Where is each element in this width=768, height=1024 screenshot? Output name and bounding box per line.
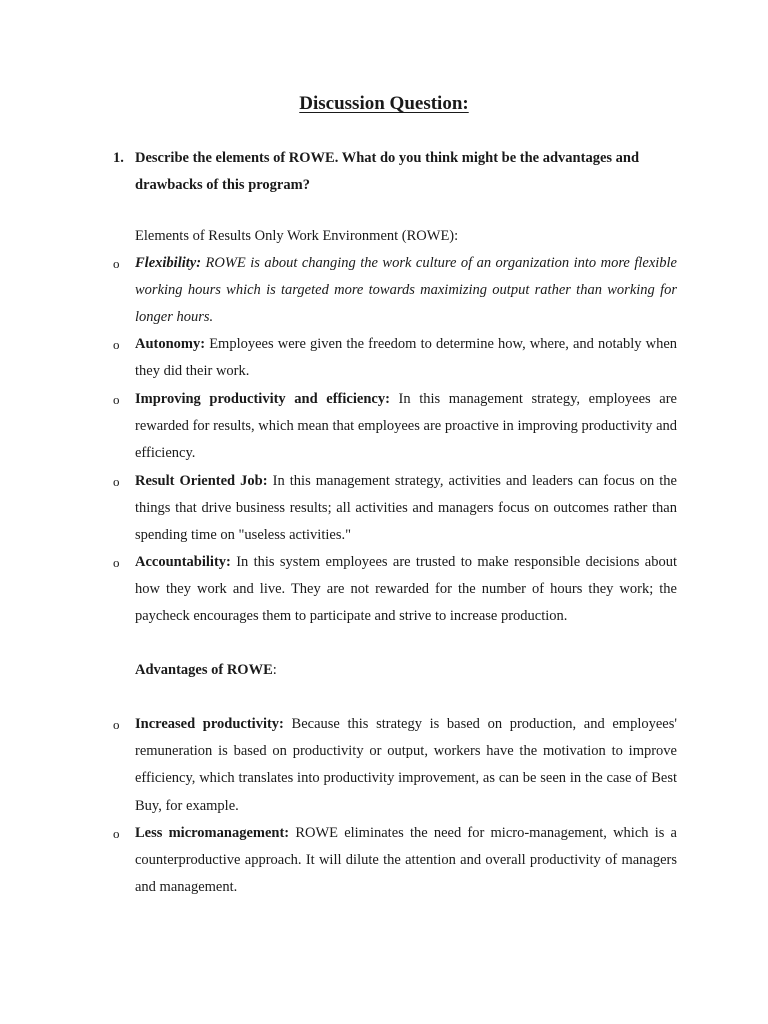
elements-intro: Elements of Results Only Work Environment (ROWE): [135, 228, 459, 244]
page-title: Discussion Question: [299, 93, 469, 114]
bullet-marker: o [113, 337, 120, 352]
item-term: Increased productivity: [135, 716, 284, 732]
advantages-heading-colon: : [272, 662, 277, 678]
list-item-increased-productivity [135, 711, 677, 820]
bullet-marker: o [113, 555, 120, 570]
list-item-flexibility [135, 250, 677, 332]
advantages-heading [135, 657, 677, 684]
item-term: Flexibility: [135, 255, 202, 271]
question-text: Describe the elements of ROWE. What do you think might be the advantages and drawbacks of this program? [135, 150, 640, 193]
bullet-marker: o [113, 474, 120, 489]
list-item-autonomy [135, 331, 677, 385]
bullet-marker: o [113, 392, 120, 407]
item-term: Autonomy: [135, 336, 206, 352]
item-text: In this management strategy, employees are rewarded for results, which mean that employees are proactive in improving productivity and efficiency. [135, 391, 677, 462]
item-term: Improving productivity and efficiency: [135, 391, 390, 407]
list-item-result-oriented-job [135, 468, 677, 550]
question-number: 1. [113, 150, 124, 166]
item-term: Less micromanagement: [135, 825, 290, 841]
list-item-less-micromanagement [135, 820, 677, 902]
item-term: Result Oriented Job: [135, 473, 268, 489]
list-item-accountability [135, 549, 677, 631]
bullet-marker: o [113, 826, 120, 841]
item-text: In this management strategy, activities and leaders can focus on the things that drive business results; all activities and managers focus on outcomes rather than spending time on "useless activities." [135, 473, 677, 544]
item-term: Accountability: [135, 554, 231, 570]
item-text: In this system employees are trusted to make responsible decisions about how they work and live. They are not rewarded for the number of hours they work; the paycheck encourages them to participate and strive to increase production. [135, 554, 677, 625]
item-text: Employees were given the freedom to determine how, where, and notably when they did their work. [135, 336, 677, 380]
advantages-heading-bold: Advantages of ROWE [135, 662, 273, 678]
item-text: ROWE eliminates the need for micro-management, which is a counterproductive approach. It will dilute the attention and overall productivity of managers and management. [135, 825, 677, 896]
item-text: Because this strategy is based on production, and employees' remuneration is based on productivity or output, workers have the motivation to improve efficiency, which translates into productivity improvement, as can be seen in the case of Best Buy, for example. [135, 716, 677, 814]
bullet-marker: o [113, 717, 120, 732]
item-text: ROWE is about changing the work culture of an organization into more flexible working hours which is targeted more towards maximizing output rather than working for longer hours. [135, 255, 677, 326]
list-item-improving-productivity [135, 386, 677, 468]
bullet-marker: o [113, 256, 120, 271]
